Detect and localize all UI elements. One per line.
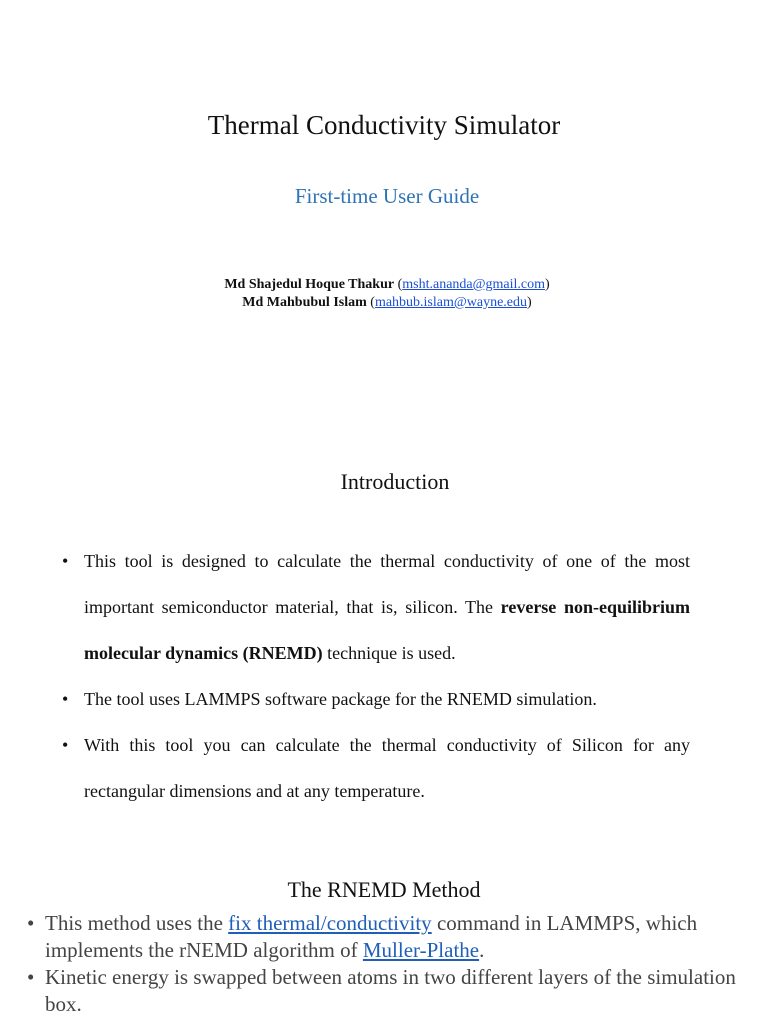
- rnemd-heading: The RNEMD Method: [287, 877, 481, 902]
- author-email-link[interactable]: msht.ananda@gmail.com: [402, 277, 545, 292]
- intro-text: The tool uses LAMMPS software package for the RNEMD simulation.: [84, 689, 597, 709]
- close-paren: ): [527, 295, 532, 310]
- fix-thermal-conductivity-link[interactable]: fix thermal/conductivity: [228, 911, 432, 935]
- rnemd-text: Kinetic energy is swapped between atoms in two different layers of the simulation box.: [45, 965, 736, 1016]
- document-subtitle: First-time User Guide: [294, 184, 480, 208]
- author-line-2: [0, 294, 768, 312]
- close-paren: ): [545, 277, 550, 292]
- open-paren: (: [397, 277, 403, 292]
- rnemd-text: .: [479, 938, 485, 962]
- list-item: [62, 538, 690, 676]
- bullet-icon: •: [27, 911, 35, 935]
- bullet-icon: •: [27, 965, 35, 989]
- intro-text: This tool is designed to calculate the thermal conductivity of one of the most important semiconductor material, that is, silicon. The: [84, 551, 690, 617]
- bullet-icon: •: [62, 551, 69, 571]
- bullet-icon: •: [62, 735, 69, 755]
- intro-text: technique is used.: [322, 643, 456, 663]
- intro-text: With this tool you can calculate the thermal conductivity of Silicon for any rectangular dimensions and at any temperature.: [84, 735, 690, 801]
- author-email-link[interactable]: mahbub.islam@wayne.edu: [374, 295, 528, 310]
- list-item: [62, 676, 690, 722]
- rnemd-text: command in LAMMPS, which implements the rNEMD algorithm of: [45, 911, 698, 962]
- open-paren: (: [370, 295, 375, 310]
- authors-block: [0, 276, 768, 312]
- introduction-list: [62, 538, 690, 814]
- rnemd-text: This method uses the: [45, 911, 229, 935]
- list-item: [27, 910, 749, 964]
- list-item: [62, 722, 690, 814]
- intro-bold-term: reverse non-equilibrium molecular dynamics (RNEMD): [84, 597, 690, 663]
- rnemd-list: [27, 910, 749, 1018]
- muller-plathe-link[interactable]: Muller-Plathe: [362, 938, 480, 962]
- introduction-heading: Introduction: [340, 469, 450, 494]
- bullet-icon: •: [62, 689, 69, 709]
- list-item: [27, 964, 749, 1018]
- document-title: Thermal Conductivity Simulator: [207, 110, 561, 140]
- author-name: Md Mahbubul Islam: [242, 295, 367, 310]
- author-name: Md Shajedul Hoque Thakur: [224, 277, 395, 292]
- author-line-1: [0, 276, 768, 294]
